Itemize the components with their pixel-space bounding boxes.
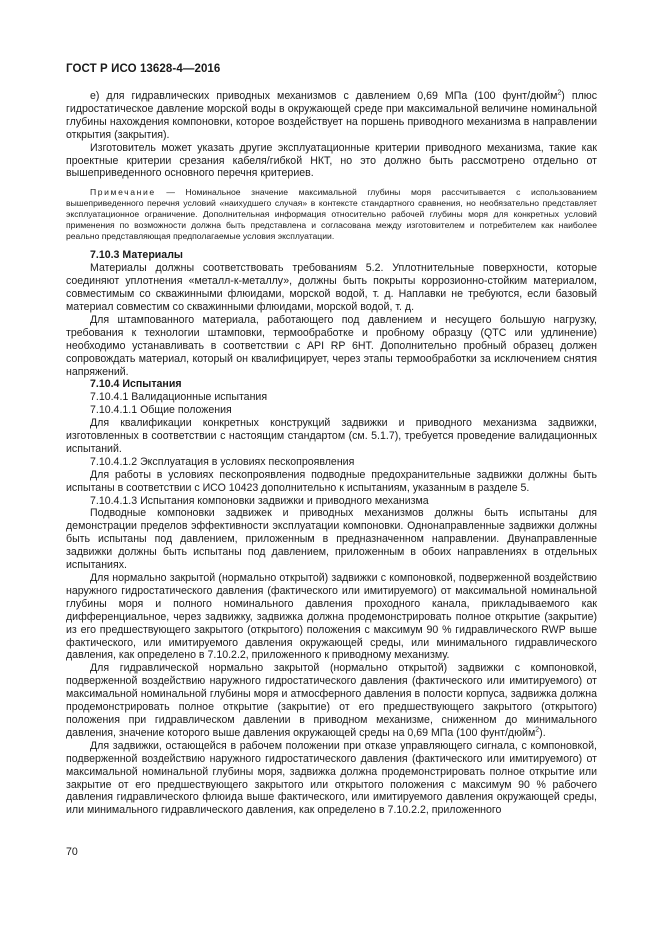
section-heading-7-10-3: 7.10.3 Материалы <box>90 249 183 262</box>
paragraph: Для квалификации конкретных конструкций задвижки и приводного механизма задвижки, изготовленных в соответствии с настоящим стандартом (см. 5.1.7), требуется проведение валидационных испытаний. <box>66 417 597 455</box>
paragraph-e: е) для гидравлических приводных механизмов с давлением 0,69 МПа (100 фунт/дюйм$^2$) плюс гидростатическое давление морской воды в окружающей среде при максимальной величине номинальной глубины нахождения компоновки, которое воздействует на поршень приводного механизма в направлении открытия (закрытия). <box>66 89 597 141</box>
note <box>66 187 597 242</box>
subsection-heading: 7.10.4.1.1 Общие положения <box>90 404 232 417</box>
section-heading-7-10-4: 7.10.4 Испытания <box>90 378 182 391</box>
subsection-heading: 7.10.4.1 Валидационные испытания <box>90 391 268 404</box>
subsection-heading: 7.10.4.1.3 Испытания компоновки задвижки и приводного механизма <box>90 494 429 507</box>
note-label: Примечание <box>90 187 156 198</box>
paragraph: Для работы в условиях пескопроявления подводные предохранительные задвижки должны быть испытаны в соответствии с ИСО 10423 дополнительно к испытаниям, указанным в разделе 5. <box>66 468 597 494</box>
standard-header: ГОСТ Р ИСО 13628-4—2016 <box>66 63 221 75</box>
paragraph: Для нормально закрытой (нормально открытой) задвижки с компоновкой, подверженной воздействию наружного гидростатического давления (фактического или имитируемого) от максимальной номинальной глубины моря и полного номинального давления проходного канала, прикладываемого как дифференциальное, через задвижку, задвижка должна продемонстрировать полное открытие (закрытие) из его предшествующего закрытого (открытого) положения с максимум 90 % гидравлического RWP выше фактического, или имитируемого давления окружающей среды, или минимального гидравлического давления, как определено в 7.10.2.2, приложенного к приводному механизму. <box>66 572 597 662</box>
paragraph: Изготовитель может указать другие эксплуатационные критерии приводного механизма, такие как проектные критерии срезания кабеля/гибкой НКТ, но это должно быть рассмотрено отдельно от вышеприведенного основного перечня критериев. <box>66 141 597 180</box>
subsection-heading: 7.10.4.1.2 Эксплуатация в условиях пескопроявления <box>90 455 355 468</box>
paragraph: Для штампованного материала, работающего под давлением и несущего большую нагрузку, требования к технологии штамповки, термообработке и пробному образцу (QTC или удлинение) необходимо устанавливать в соответствии с API RP 6HT. Дополнительно пробный образец должен сопровождать материал, который он квалифицирует, через этапы термообработки за исключением снятия напряжений. <box>66 313 597 378</box>
note-text: — Номинальное значение максимальной глубины моря рассчитывается с использованием вышеприведенного перечня условий «наихудшего случая» в контексте стандартного сравнения, но необязательно представляет эксплуатационное ограничение. Дополнительная информация относительно рабочей глубины моря для конкретных условий применения по возможности должна быть представлена и согласована между изготовителем и потребителем как наиболее реально представляющая предполагаемые условия эксплуатации. <box>66 187 597 242</box>
page-body <box>66 90 597 817</box>
paragraph: Подводные компоновки задвижек и приводных механизмов должны быть испытаны для демонстрации пределов эффективности эксплуатации компоновки. Однонаправленные задвижки должны быть испытаны под давлением, приложенным в предназначенном направлении. Двунаправленные задвижки должны быть испытаны под давлением, приложенным в обоих направлениях в отдельных испытаниях. <box>66 507 597 572</box>
paragraph: Материалы должны соответствовать требованиям 5.2. Уплотнительные поверхности, которые соединяют уплотнения «металл-к-металлу», должны быть покрыты коррозионно-стойким материалом, совместимым со скважинными флюидами, морской водой, т. д. Наплавки не требуются, если базовый материал совместим со скважинными флюидами, морской водой, т. д. <box>66 262 597 313</box>
paragraph: Для гидравлической нормально закрытой (нормально открытой) задвижки с компоновкой, подверженной воздействию наружного гидростатического давления (фактического или имитируемого) от максимальной номинальной глубины моря и атмосферного давления в полости корпуса, задвижка должна продемонстрировать полное открытие (закрытие) от его предшествующего закрытого (открытого) положения при гидравлическом давлении в приводном механизме, сниженном до минимального давления, значение которого выше давления окружающей среды на 0,69 МПа (100 фунт/дюйм$^2$). <box>66 662 597 739</box>
page-number: 70 <box>66 846 78 858</box>
paragraph: Для задвижки, остающейся в рабочем положении при отказе управляющего сигнала, с компоновкой, подверженной воздействию наружного гидростатического давления (фактического или имитируемого) от максимальной номинальной глубины моря, задвижка должна продемонстрировать полное открытие или закрытие от его предшествующего закрытого или открытого положения с максимум 90 % рабочего давления гидравлического флюида выше фактического, или имитируемого давления окружающей среды, или минимального гидравлического давления, как определено в 7.10.2.2, приложенного <box>66 739 597 817</box>
